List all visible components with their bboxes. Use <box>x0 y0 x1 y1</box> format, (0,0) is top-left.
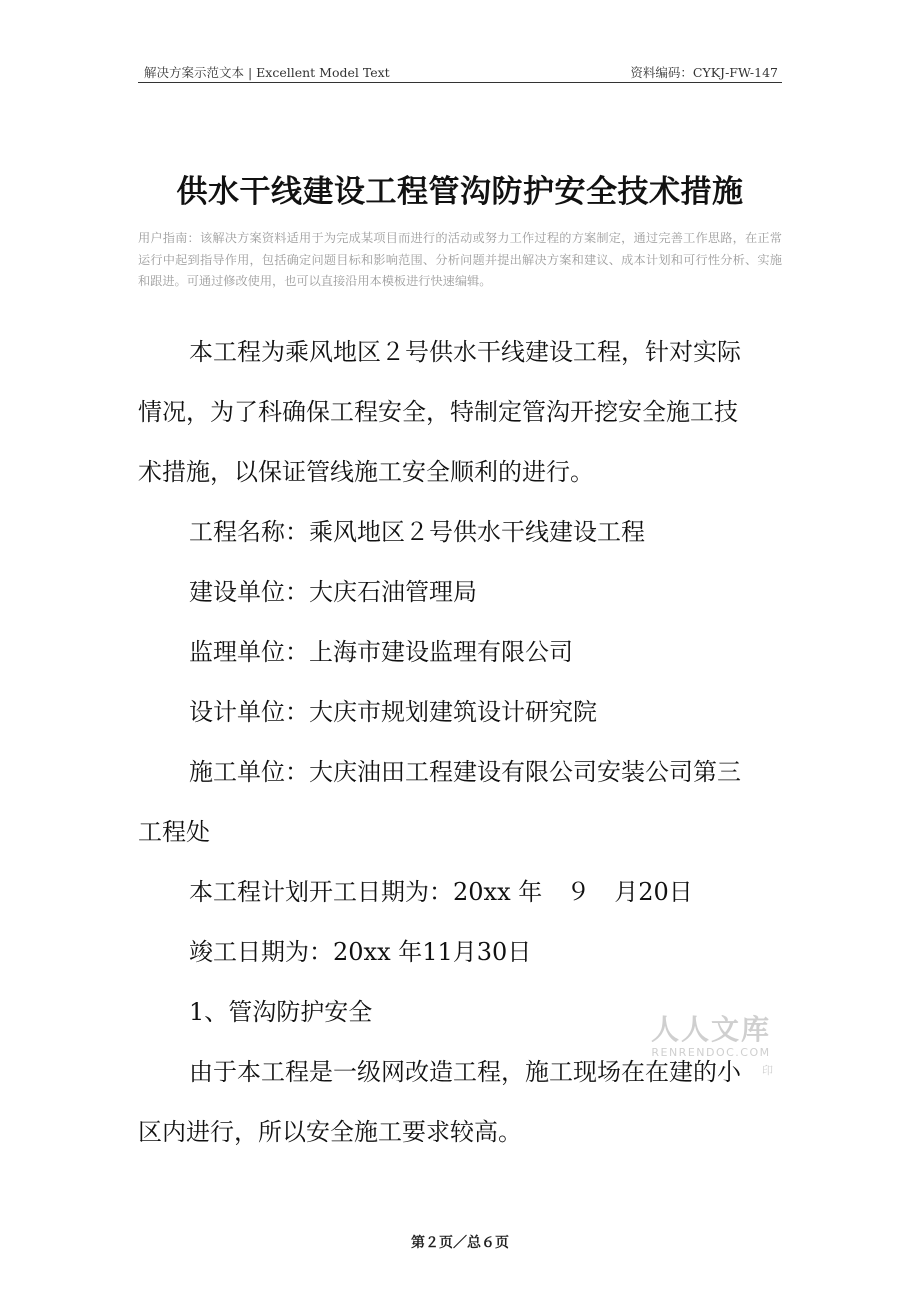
watermark-main-text: 人人文库 <box>650 1013 771 1046</box>
section-heading: 1、管沟防护安全 <box>189 998 373 1026</box>
construction-unit: 建设单位：大庆石油管理局 <box>189 578 477 606</box>
body-line: 情况，为了科确保工程安全，特制定管沟开挖安全施工技 <box>138 398 738 426</box>
design-unit: 设计单位：大庆市规划建筑设计研究院 <box>189 698 597 726</box>
body-line: 由于本工程是一级网改造工程，施工现场在在建的小 <box>189 1058 741 1086</box>
body-line: 本工程为乘风地区２号供水干线建设工程，针对实际 <box>189 338 741 366</box>
completion-date: 竣工日期为：20xx 年11月30日 <box>189 938 532 966</box>
contractor-unit: 施工单位：大庆油田工程建设有限公司安装公司第三 <box>189 758 741 786</box>
page-header <box>138 60 782 83</box>
header-left-text: 解决方案示范文本 | Excellent Model Text <box>144 65 390 80</box>
watermark-sub-text: RENRENDOC.COM <box>651 1046 771 1059</box>
document-code: 资料编码：CYKJ-FW-147 <box>630 65 778 80</box>
watermark-stamp: 印 <box>762 1064 773 1077</box>
page-number: 第２页／总６页 <box>411 1235 509 1251</box>
user-guide: 用户指南：该解决方案资料适用于为完成某项目而进行的活动或努力工作过程的方案制定，通过完善工作思路，在正常运行中起到指导作用，包括确定问题目标和影响范围、分析问题并提出解决方案和建议、成本计划和可行性分析、实施和跟进。可通过修改使用，也可以直接沿用本模板进行快速编辑。 <box>138 231 782 288</box>
watermark-logo <box>636 1014 786 1060</box>
document-title: 供水干线建设工程管沟防护安全技术措施 <box>176 174 744 210</box>
body-line: 工程处 <box>138 818 210 846</box>
project-name: 工程名称：乘风地区２号供水干线建设工程 <box>189 518 645 546</box>
body-line: 区内进行，所以安全施工要求较高。 <box>138 1118 522 1146</box>
start-date: 本工程计划开工日期为：20xx 年 ９ 月20日 <box>189 878 693 906</box>
body-line: 术措施，以保证管线施工安全顺利的进行。 <box>138 458 594 486</box>
supervision-unit: 监理单位：上海市建设监理有限公司 <box>189 638 573 666</box>
